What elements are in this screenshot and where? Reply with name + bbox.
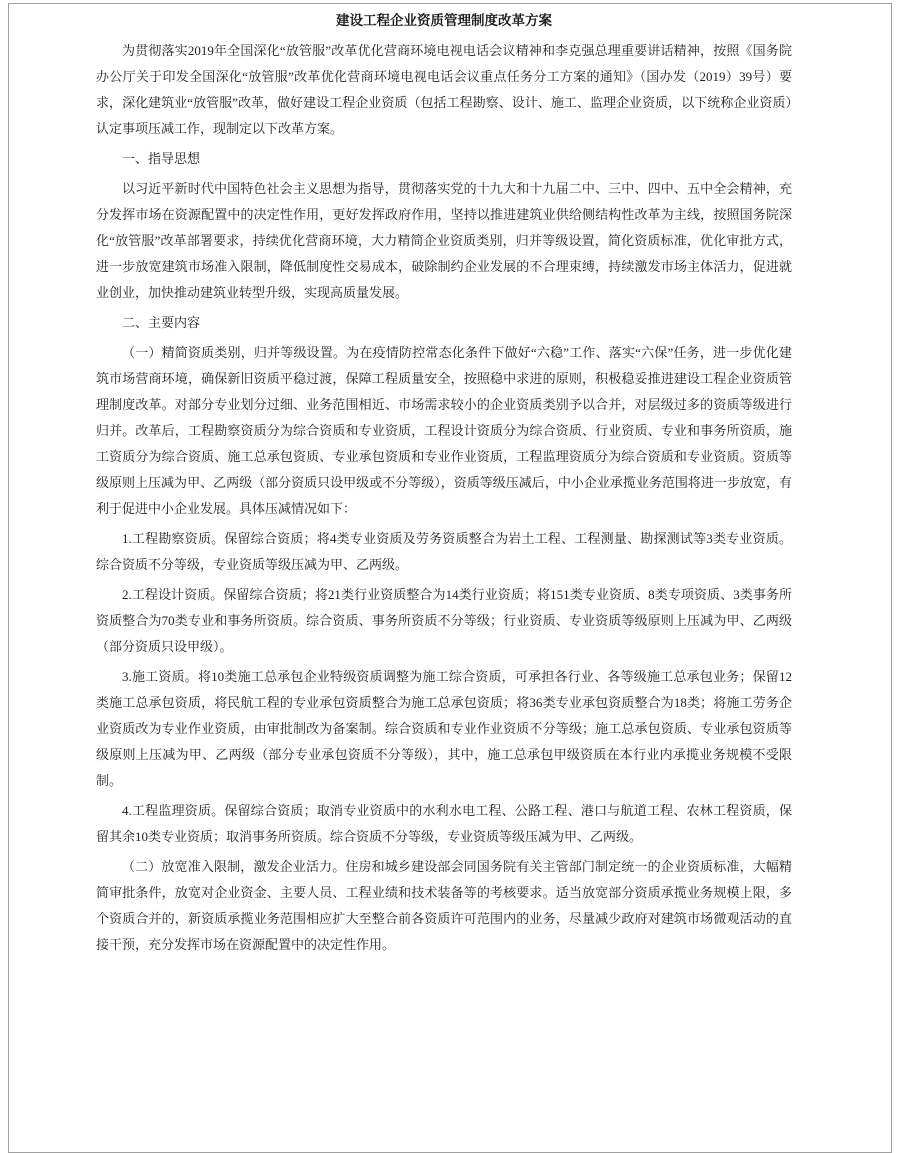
- document-page: [8, 3, 892, 1153]
- section-heading: 一、指导思想: [122, 151, 201, 166]
- paragraph: 以习近平新时代中国特色社会主义思想为指导，贯彻落实党的十九大和十九届二中、三中、四中、五中全会精神，充分发挥市场在资源配置中的决定性作用，更好发挥政府作用，坚持以推进建筑业供给侧结构性改革为主线，按照国务院深化“放管服”改革部署要求，持续优化营商环境，大力精简企业资质类别，归并等级设置，简化资质标准，优化审批方式，进一步放宽建筑市场准入限制，降低制度性交易成本，破除制约企业发展的不合理束缚，持续激发市场主体活力，促进就业创业，加快推动建筑业转型升级，实现高质量发展。: [96, 181, 792, 300]
- section-heading: 二、主要内容: [122, 315, 201, 330]
- document-content: [9, 4, 891, 958]
- document-title: 建设工程企业资质管理制度改革方案: [336, 13, 552, 28]
- paragraph: （二）放宽准入限制，激发企业活力。住房和城乡建设部会同国务院有关主管部门制定统一的企业资质标准，大幅精简审批条件，放宽对企业资金、主要人员、工程业绩和技术装备等的考核要求。适当放宽部分资质承揽业务规模上限，多个资质合并的，新资质承揽业务范围相应扩大至整合前各资质许可范围内的业务，尽量减少政府对建筑市场微观活动的直接干预，充分发挥市场在资源配置中的决定性作用。: [96, 859, 792, 952]
- paragraph: 4.工程监理资质。保留综合资质；取消专业资质中的水利水电工程、公路工程、港口与航道工程、农林工程资质，保留其余10类专业资质；取消事务所资质。综合资质不分等级，专业资质等级压减为甲、乙两级。: [96, 803, 792, 844]
- paragraph: 1.工程勘察资质。保留综合资质；将4类专业资质及劳务资质整合为岩土工程、工程测量、勘探测试等3类专业资质。综合资质不分等级，专业资质等级压减为甲、乙两级。: [96, 531, 792, 572]
- paragraph: （一）精简资质类别，归并等级设置。为在疫情防控常态化条件下做好“六稳”工作、落实“六保”任务，进一步优化建筑市场营商环境，确保新旧资质平稳过渡，保障工程质量安全，按照稳中求进的原则，积极稳妥推进建设工程企业资质管理制度改革。对部分专业划分过细、业务范围相近、市场需求较小的企业资质类别予以合并，对层级过多的资质等级进行归并。改革后，工程勘察资质分为综合资质和专业资质，工程设计资质分为综合资质、行业资质、专业和事务所资质，施工资质分为综合资质、施工总承包资质、专业承包资质和专业作业资质，工程监理资质分为综合资质和专业资质。资质等级原则上压减为甲、乙两级（部分资质只设甲级或不分等级），资质等级压减后，中小企业承揽业务范围将进一步放宽，有利于促进中小企业发展。具体压减情况如下：: [96, 345, 792, 516]
- paragraph: 2.工程设计资质。保留综合资质；将21类行业资质整合为14类行业资质；将151类专业资质、8类专项资质、3类事务所资质整合为70类专业和事务所资质。综合资质、事务所资质不分等级；行业资质、专业资质等级原则上压减为甲、乙两级（部分资质只设甲级）。: [96, 587, 792, 654]
- paragraph: 3.施工资质。将10类施工总承包企业特级资质调整为施工综合资质，可承担各行业、各等级施工总承包业务；保留12类施工总承包资质，将民航工程的专业承包资质整合为施工总承包资质；将36类专业承包资质整合为18类；将施工劳务企业资质改为专业作业资质，由审批制改为备案制。综合资质和专业作业资质不分等级；施工总承包资质、专业承包资质等级原则上压减为甲、乙两级（部分专业承包资质不分等级），其中，施工总承包甲级资质在本行业内承揽业务规模不受限制。: [96, 669, 792, 788]
- paragraph: 为贯彻落实2019年全国深化“放管服”改革优化营商环境电视电话会议精神和李克强总理重要讲话精神，按照《国务院办公厅关于印发全国深化“放管服”改革优化营商环境电视电话会议重点任务分工方案的通知》（国办发（2019）39号）要求，深化建筑业“放管服”改革，做好建设工程企业资质（包括工程勘察、设计、施工、监理企业资质，以下统称企业资质）认定事项压减工作，现制定以下改革方案。: [96, 43, 792, 136]
- document-body: [96, 38, 792, 958]
